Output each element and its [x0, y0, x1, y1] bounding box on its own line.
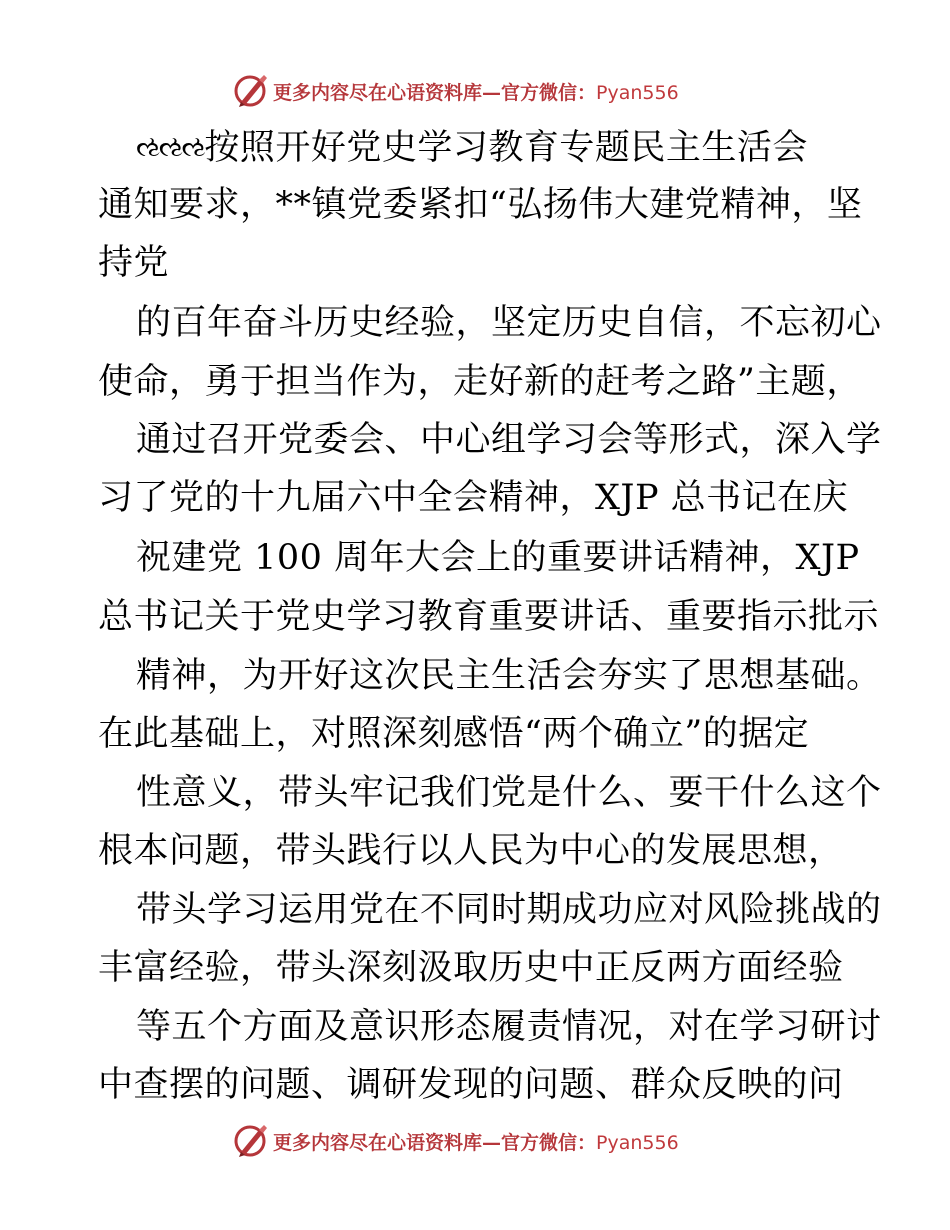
text-line-12: 性意义，带头牢记我们党是什么、要干什么这个: [136, 773, 882, 813]
pen-logo-icon: [233, 72, 269, 108]
footer-banner: [0, 1120, 950, 1160]
text-line-16: 等五个方面及意识形态履责情况，对在学习研讨: [136, 1007, 882, 1047]
flourish-ornament: ઌઌઌ: [136, 130, 205, 163]
header-banner: [0, 70, 950, 110]
banner-handle: Pyan556: [596, 1132, 679, 1154]
text-line-9: 总书记关于党史学习教育重要讲话、重要指示批示: [98, 597, 880, 637]
text-line-6: 通过召开党委会、中心组学习会等形式，深入学: [136, 420, 882, 460]
text-line-14: 带头学习运用党在不同时期成功应对风险挑战的: [136, 890, 882, 930]
text-line-5: 使命，勇于担当作为，走好新的赶考之路”主题，: [98, 362, 862, 402]
text-line-17: 中查摆的问题、调研发现的问题、群众反映的问: [98, 1065, 844, 1105]
text-line-2: 通知要求，**镇党委紧扣“弘扬伟大建党精神，坚: [98, 185, 863, 225]
text-line-15: 丰富经验，带头深刻汲取历史中正反两方面经验: [98, 948, 844, 988]
pen-logo-icon: [233, 1122, 269, 1158]
banner-text: 更多内容尽在心语资料库—官方微信：Pyan556: [273, 1132, 679, 1154]
banner-text: 更多内容尽在心语资料库—官方微信：Pyan556: [273, 82, 679, 104]
text-line-7: 习了党的十九届六中全会精神，XJP 总书记在庆: [98, 478, 849, 518]
text-line-10: 精神，为开好这次民主生活会夯实了思想基础。: [136, 656, 882, 696]
text-line-1: ઌઌઌ按照开好党史学习教育专题民主生活会: [136, 128, 808, 168]
text-line-4: 的百年奋斗历史经验，坚定历史自信，不忘初心: [136, 303, 882, 343]
text-line-11: 在此基础上，对照深刻感悟“两个确立”的据定: [98, 714, 810, 754]
text-line-3: 持党: [98, 243, 170, 283]
text-line-8: 祝建党 100 周年大会上的重要讲话精神，XJP: [136, 538, 860, 578]
banner-handle: Pyan556: [596, 82, 679, 104]
text-line-13: 根本问题，带头践行以人民为中心的发展思想，: [98, 831, 844, 871]
